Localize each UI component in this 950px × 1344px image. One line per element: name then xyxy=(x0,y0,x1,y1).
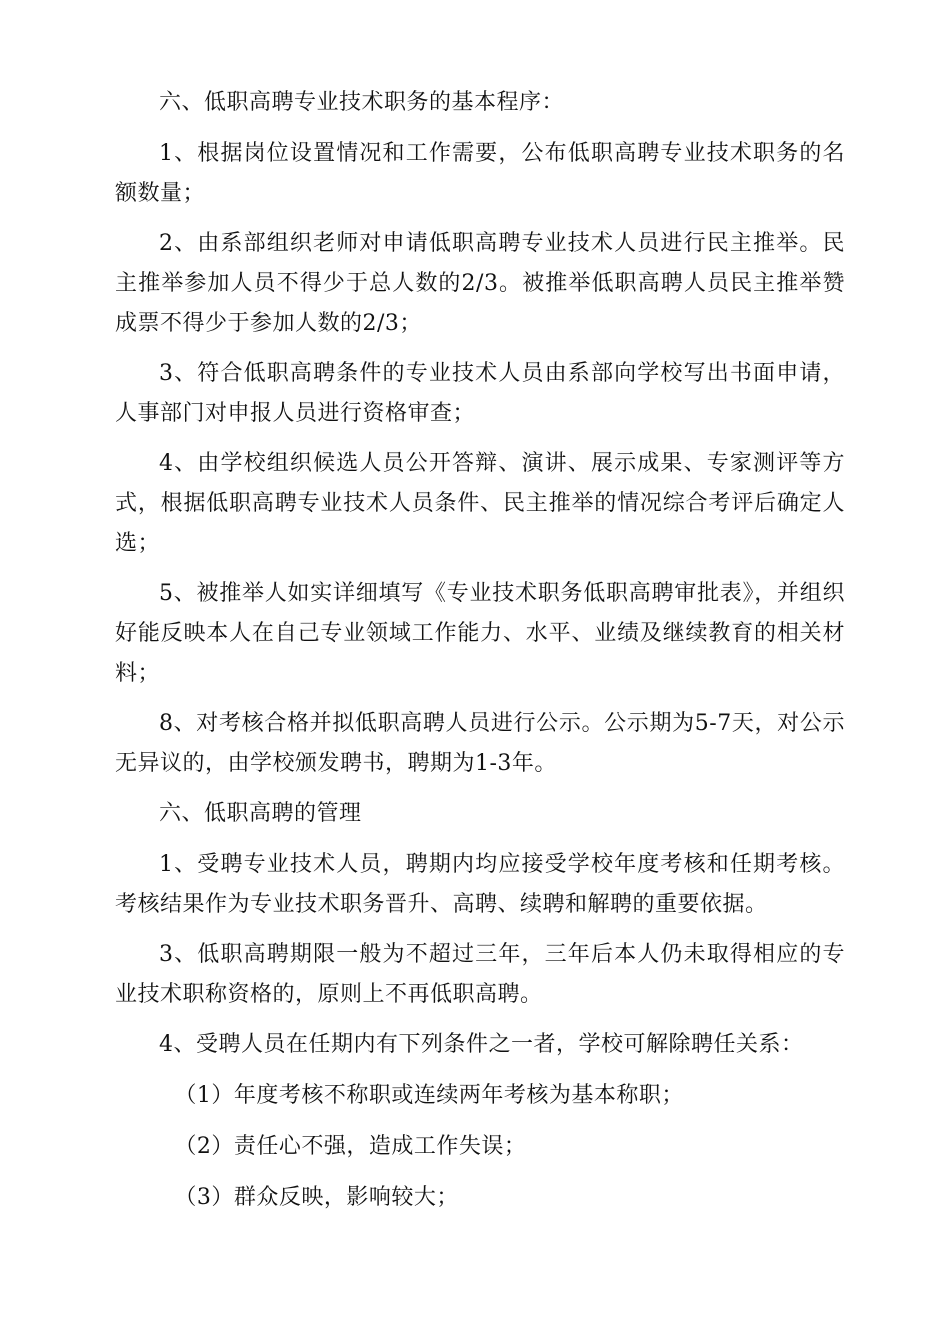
section-heading-procedure: 六、低职高聘专业技术职务的基本程序： xyxy=(159,90,565,115)
procedure-step-4: 4、由学校组织候选人员公开答辩、演讲、展示成果、专家测评等方式，根据低职高聘专业技术人员条件、民主推举的情况综合考评后确定人选； xyxy=(115,451,845,556)
dismissal-condition-1: （1）年度考核不称职或连续两年考核为基本称职； xyxy=(174,1083,684,1108)
dismissal-condition-2: （2）责任心不强，造成工作失误； xyxy=(174,1134,527,1159)
procedure-step-3: 3、符合低职高聘条件的专业技术人员由系部向学校写出书面申请，人事部门对申报人员进行资格审查； xyxy=(115,361,845,426)
document-body xyxy=(115,83,845,1229)
procedure-step-2: 2、由系部组织老师对申请低职高聘专业技术人员进行民主推举。民主推举参加人员不得少于总人数的2/3。被推举低职高聘人员民主推举赞成票不得少于参加人数的2/3； xyxy=(115,231,845,336)
procedure-step-1: 1、根据岗位设置情况和工作需要，公布低职高聘专业技术职务的名额数量； xyxy=(115,141,845,206)
dismissal-condition-3: （3）群众反映，影响较大； xyxy=(174,1185,459,1210)
section-heading-management: 六、低职高聘的管理 xyxy=(159,801,362,826)
management-item-4: 4、受聘人员在任期内有下列条件之一者，学校可解除聘任关系： xyxy=(159,1032,804,1057)
management-item-3: 3、低职高聘期限一般为不超过三年，三年后本人仍未取得相应的专业技术职称资格的，原则上不再低职高聘。 xyxy=(115,942,845,1007)
procedure-step-5: 5、被推举人如实详细填写《专业技术职务低职高聘审批表》，并组织好能反映本人在自己专业领域工作能力、水平、业绩及继续教育的相关材料； xyxy=(115,581,845,686)
procedure-step-8: 8、对考核合格并拟低职高聘人员进行公示。公示期为5-7天，对公示无异议的，由学校颁发聘书，聘期为1-3年。 xyxy=(115,711,845,776)
management-item-1: 1、受聘专业技术人员，聘期内均应接受学校年度考核和任期考核。考核结果作为专业技术职务晋升、高聘、续聘和解聘的重要依据。 xyxy=(115,852,845,917)
